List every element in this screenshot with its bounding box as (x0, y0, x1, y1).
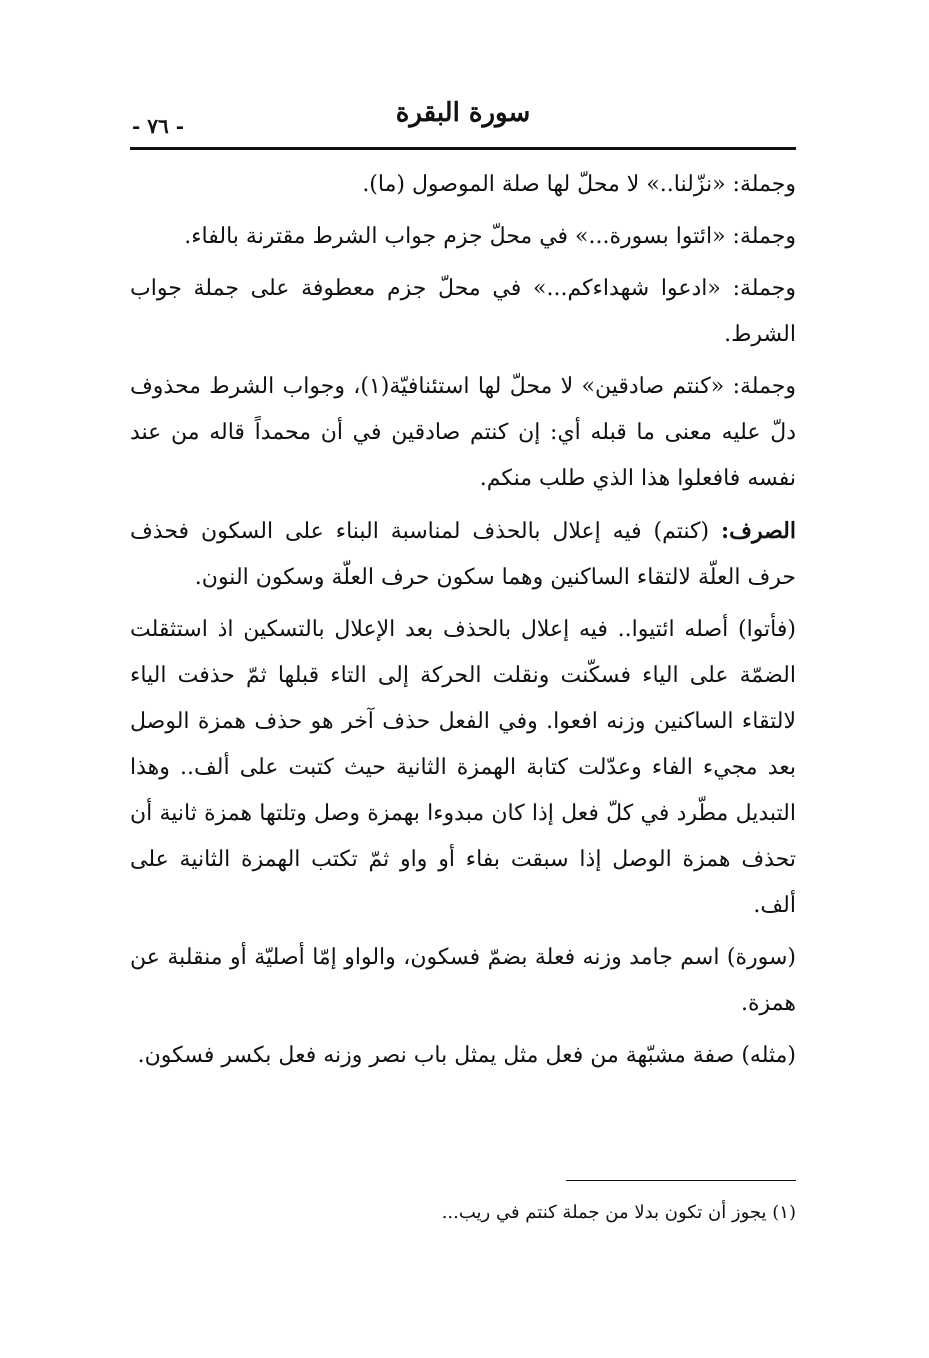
paragraph-7: (مثله) صفة مشبّهة من فعل مثل يمثل باب نصر وزنه فعل بكسر فسكون. (137, 1043, 796, 1068)
footnote: (١) يجوز أن تكون بدلا من جملة كنتم في ريب... (441, 1202, 796, 1223)
paragraph-5: (فأتوا) أصله ائتيوا.. فيه إعلال بالحذف بعد الإعلال بالتسكين اذ استثقلت الضمّة على الياء فسكّنت ونقلت الحركة إلى التاء قبلها ثمّ حذفت الياء لالتقاء الساكنين وزنه افعوا. وفي الفعل حذف آخر هو حذف همزة الوصل بعد مجيء الفاء وعدّلت كتابة الهمزة الثانية حيث كتبت على ألف.. وهذا التبديل مطّرد في كلّ فعل إذا كان مبدوءا بهمزة وصل وتلتها همزة ثانية أن تحذف همزة الوصل إذا سبقت بفاء أو واو ثمّ تكتب الهمزة الثانية على ألف. (130, 617, 796, 918)
running-title: سورة البقرة (395, 98, 531, 128)
page-header (130, 98, 796, 144)
paragraph-2: وجملة: «ائتوا بسورة...» في محلّ جزم جواب الشرط مقترنة بالفاء. (184, 224, 796, 249)
page-number: - ٧٦ - (132, 114, 185, 138)
header-rule (130, 147, 796, 150)
body-text (130, 162, 796, 1085)
sarf-text: (كنتم) فيه إعلال بالحذف لمناسبة البناء على السكون فحذف حرف العلّة لالتقاء الساكنين وهما سكون حرف العلّة وسكون النون. (130, 519, 796, 590)
paragraph-6: (سورة) اسم جامد وزنه فعلة بضمّ فسكون، والواو إمّا أصليّة أو منقلبة عن همزة. (130, 945, 796, 1016)
book-page (130, 0, 796, 1358)
footnote-rule (566, 1180, 796, 1181)
paragraph-1: وجملة: «نزّلنا..» لا محلّ لها صلة الموصول (ما). (362, 172, 796, 197)
paragraph-4: وجملة: «كنتم صادقين» لا محلّ لها استئنافيّة(١)، وجواب الشرط محذوف دلّ عليه معنى ما قبله أي: إن كنتم صادقين في أن محمداً قاله من عند نفسه فافعلوا هذا الذي طلب منكم. (130, 374, 797, 491)
paragraph-3: وجملة: «ادعوا شهداءكم...» في محلّ جزم معطوفة على جملة جواب الشرط. (130, 276, 796, 347)
sarf-paragraph (130, 508, 796, 601)
sarf-label: الصرف: (721, 518, 796, 544)
